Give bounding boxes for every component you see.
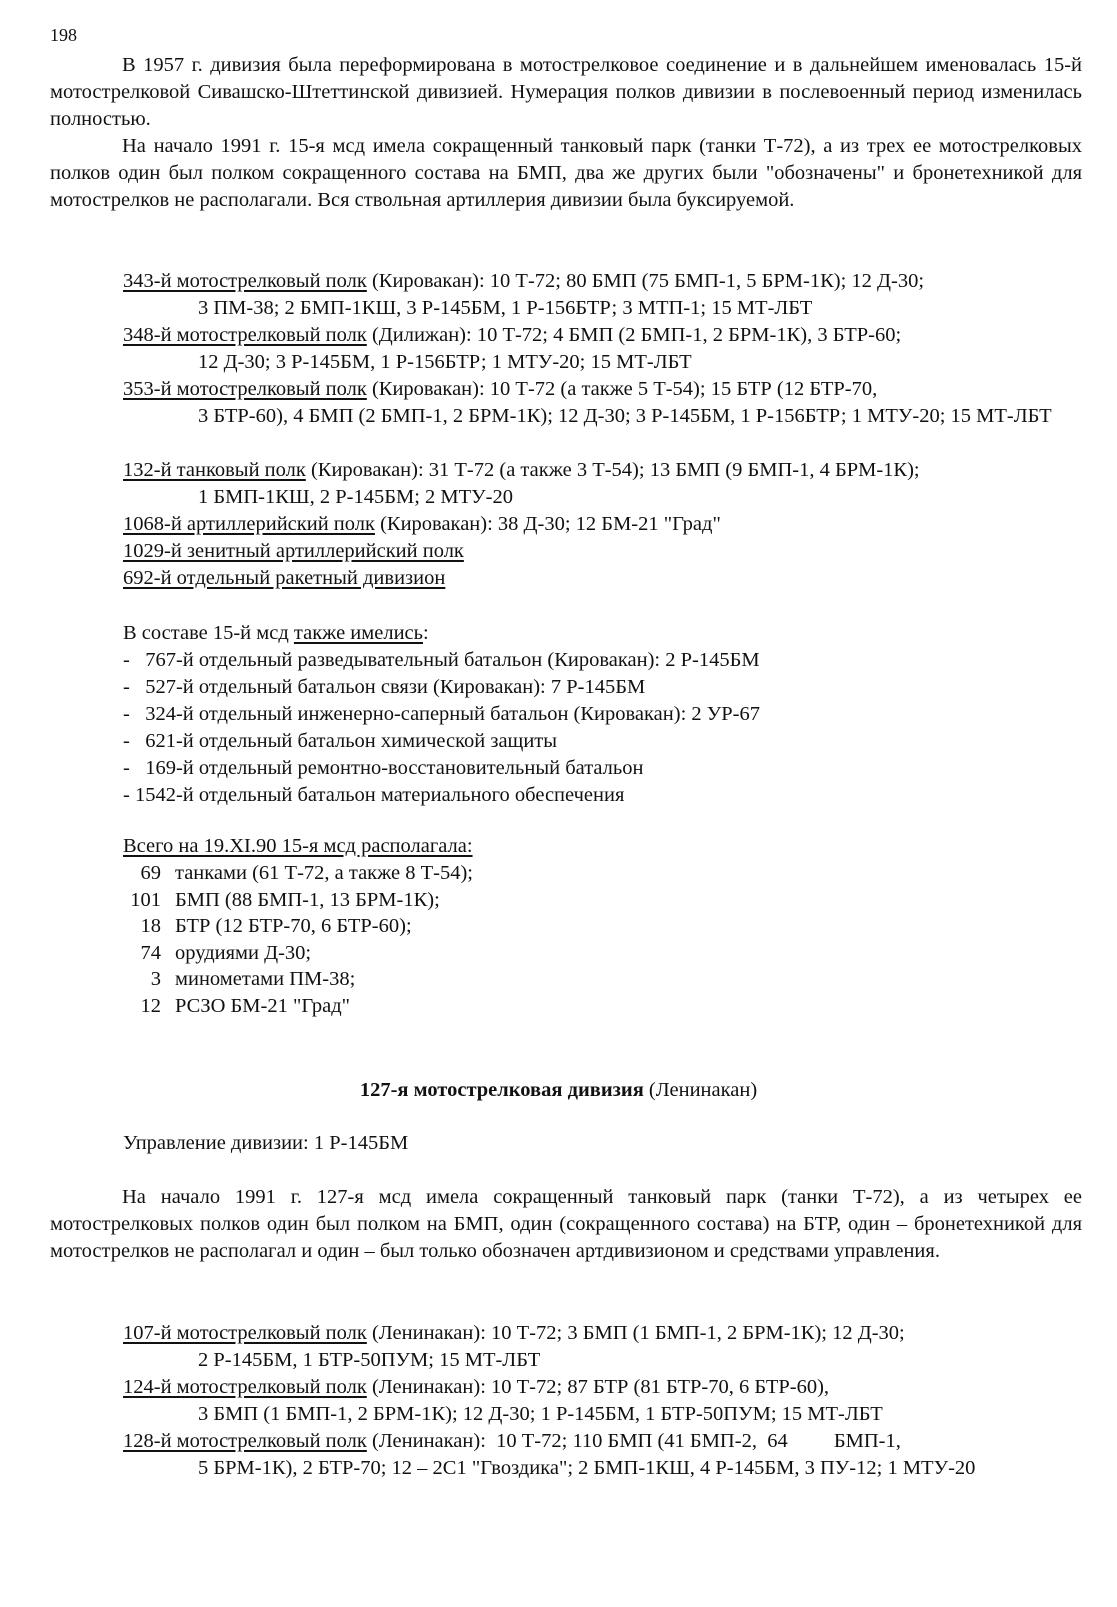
list-item: - 527-й отдельный батальон связи (Кировакан): 7 Р-145БМ bbox=[123, 676, 646, 698]
unit-name: 132-й танковый полк bbox=[123, 459, 306, 481]
page-number: 198 bbox=[50, 25, 77, 45]
unit-name: 348-й мотострелковый полк bbox=[123, 324, 367, 346]
unit-692 bbox=[123, 565, 1083, 592]
list-item: 3 минометами ПМ-38; bbox=[150, 968, 356, 990]
unit-348: 348-й мотострелковый полк (Дилижан): 10 Т-72; 4 БМП (2 БМП-1, 2 БРМ-1К), 3 БТР-60; 12 Д-30; 3 Р-145БМ, 1 Р-156БТР; 1 МТУ-20; 15 МТ-ЛБТ bbox=[123, 324, 902, 373]
management-line: Управление дивизии: 1 Р-145БМ bbox=[123, 1132, 409, 1154]
unit-353: 353-й мотострелковый полк (Кировакан): 10 Т-72 (а также 5 Т-54); 15 БТР (12 БТР-70, 3 БТР-60), 4 БМП (2 БМП-1, 2 БРМ-1К); 12 Д-30; 3 Р-145БМ, 1 Р-156БТР; 1 МТУ-20; 15 МТ-ЛБТ bbox=[123, 378, 1052, 427]
intro-paragraph-1: В 1957 г. дивизия была переформирована в мотострелковое соединение и в дальнейшем именовалась 15-й мотострелковой Сивашско-Штеттинской дивизией. Нумерация полков дивизии в послевоенный период изменилась полностью. bbox=[50, 54, 1082, 130]
also-heading: В составе 15-й мсд также имелись: bbox=[123, 622, 429, 644]
unit-name: 692-й отдельный ракетный дивизион bbox=[123, 567, 446, 589]
list-item: - 1542-й отдельный батальон материального обеспечения bbox=[123, 784, 625, 806]
unit-name: 353-й мотострелковый полк bbox=[123, 378, 367, 400]
list-item: - 324-й отдельный инженерно-саперный батальон (Кировакан): 2 УР-67 bbox=[123, 703, 761, 725]
unit-name: 1068-й артиллерийский полк bbox=[123, 513, 375, 535]
unit-name: 128-й мотострелковый полк bbox=[123, 1430, 367, 1452]
unit-1068: 1068-й артиллерийский полк (Кировакан): 38 Д-30; 12 БМ-21 "Град" bbox=[123, 513, 721, 535]
list-item: - 621-й отдельный батальон химической защиты bbox=[123, 730, 558, 752]
list-item: - 169-й отдельный ремонтно-восстановительный батальон bbox=[123, 757, 644, 779]
list-item: 101 БМП (88 БМП-1, 13 БРМ-1К); bbox=[130, 888, 440, 911]
list-item: 18 БТР (12 БТР-70, 6 БТР-60); bbox=[140, 915, 412, 937]
unit-name: 1029-й зенитный артиллерийский полк bbox=[123, 540, 464, 562]
totals-list bbox=[123, 860, 473, 1019]
unit-name: 124-й мотострелковый полк bbox=[123, 1376, 367, 1398]
list-item: - 767-й отдельный разведывательный батальон (Кировакан): 2 Р-145БМ bbox=[123, 649, 760, 671]
unit-132: 132-й танковый полк (Кировакан): 31 Т-72 (а также 3 Т-54); 13 БМП (9 БМП-1, 4 БРМ-1К); 1 БМП-1КШ, 2 Р-145БМ; 2 МТУ-20 bbox=[123, 459, 920, 508]
list-item: 69 танками (61 Т-72, а также 8 Т-54); bbox=[140, 862, 474, 884]
paragraph-127: На начало 1991 г. 127-я мсд имела сокращенный танковый парк (танки Т-72), а из четырех ее мотострелковых полков один был полком на БМП, один (сокращенного состава) на БТР, один – бронетехникой для мотострелков не располагал и один – был только обозначен артдивизионом и средствами управления. bbox=[50, 1186, 1082, 1262]
unit-name: 343-й мотострелковый полк bbox=[123, 270, 367, 292]
unit-128: 128-й мотострелковый полк (Ленинакан): 10 Т-72; 110 БМП (41 БМП-2, 64 БМП-1, 5 БРМ-1К), 2 БТР-70; 12 – 2С1 "Гвоздика"; 2 БМП-1КШ, 4 Р-145БМ, 3 ПУ-12; 1 МТУ-20 bbox=[123, 1430, 976, 1479]
unit-124: 124-й мотострелковый полк (Ленинакан): 10 Т-72; 87 БТР (81 БТР-70, 6 БТР-60), 3 БМП (1 БМП-1, 2 БРМ-1К); 12 Д-30; 1 Р-145БМ, 1 БТР-50ПУМ; 15 МТ-ЛБТ bbox=[123, 1376, 883, 1425]
list-item: 12 РСЗО БМ-21 "Град" bbox=[140, 994, 351, 1017]
unit-name: 107-й мотострелковый полк bbox=[123, 1322, 367, 1344]
intro-paragraph-2: На начало 1991 г. 15-я мсд имела сокращенный танковый парк (танки Т-72), а из трех ее мотострелковых полков один был полком сокращенного состава на БМП, два же других были "обозначены" и бронетехникой для мотострелков не располагали. Вся ствольная артиллерия дивизии была буксируемой. bbox=[50, 135, 1082, 211]
section-title-127: 127-я мотострелковая дивизия (Ленинакан) bbox=[359, 1079, 758, 1101]
unit-343: 343-й мотострелковый полк (Кировакан): 10 Т-72; 80 БМП (75 БМП-1, 5 БРМ-1К); 12 Д-30; 3 ПМ-38; 2 БМП-1КШ, 3 Р-145БМ, 1 Р-156БТР; 3 МТП-1; 15 МТ-ЛБТ bbox=[123, 270, 925, 319]
also-list bbox=[123, 647, 1083, 809]
unit-107: 107-й мотострелковый полк (Ленинакан): 10 Т-72; 3 БМП (1 БМП-1, 2 БРМ-1К); 12 Д-30; 2 Р-145БМ, 1 БТР-50ПУМ; 15 МТ-ЛБТ bbox=[123, 1322, 905, 1371]
unit-1029 bbox=[123, 538, 1083, 565]
totals-heading: Всего на 19.XI.90 15-я мсд располагала: bbox=[123, 835, 473, 857]
list-item: 74 орудиями Д-30; bbox=[140, 941, 312, 964]
